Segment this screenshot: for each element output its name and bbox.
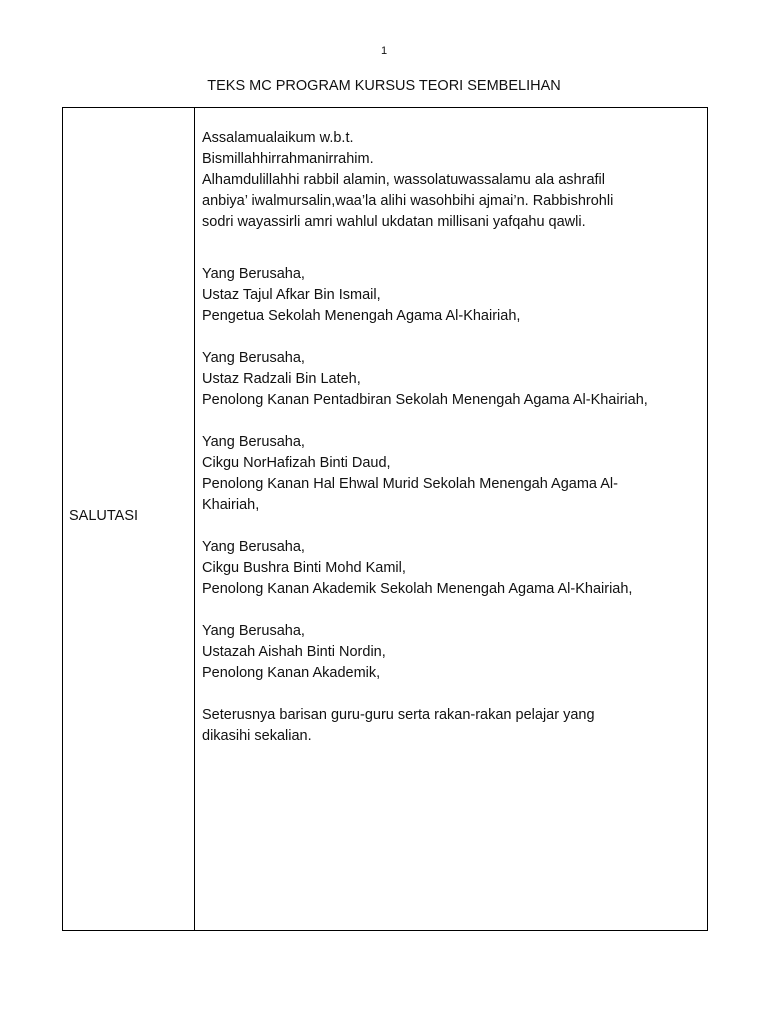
salutation-line: Yang Berusaha, xyxy=(202,266,305,282)
salutation-line: Penolong Kanan Akademik, xyxy=(202,665,381,681)
salutation-block xyxy=(202,348,701,411)
opening-line: Assalamualaikum w.b.t. xyxy=(202,130,354,146)
salutation-line: Ustaz Tajul Afkar Bin Ismail, xyxy=(202,287,381,303)
section-label: SALUTASI xyxy=(69,507,139,524)
salutation-block xyxy=(202,537,701,600)
salutation-line: Pengetua Sekolah Menengah Agama Al-Khairiah, xyxy=(202,308,521,324)
section-label-cell xyxy=(63,108,195,930)
mc-script-table xyxy=(62,107,708,931)
salutation-line: Yang Berusaha, xyxy=(202,434,305,450)
page-number: 1 xyxy=(380,45,388,57)
salutation-line: Khairiah, xyxy=(202,497,260,513)
closing-paragraph xyxy=(202,705,701,747)
closing-line: Seterusnya barisan guru-guru serta rakan-rakan pelajar yang xyxy=(202,707,595,723)
salutation-line: Yang Berusaha, xyxy=(202,539,305,555)
salutation-line: Yang Berusaha, xyxy=(202,350,305,366)
section-content-cell xyxy=(195,108,707,930)
salutation-line: Penolong Kanan Akademik Sekolah Menengah Agama Al-Khairiah, xyxy=(202,581,633,597)
salutation-line: Penolong Kanan Pentadbiran Sekolah Menengah Agama Al-Khairiah, xyxy=(202,392,648,408)
salutation-block xyxy=(202,264,701,327)
salutation-line: Ustaz Radzali Bin Lateh, xyxy=(202,371,361,387)
opening-paragraph xyxy=(202,128,701,233)
opening-line: sodri wayassirli amri wahlul ukdatan millisani yafqahu qawli. xyxy=(202,214,586,230)
salutation-line: Penolong Kanan Hal Ehwal Murid Sekolah Menengah Agama Al- xyxy=(202,476,618,492)
opening-line: Bismillahhirrahmanirrahim. xyxy=(202,151,374,167)
closing-line: dikasihi sekalian. xyxy=(202,728,312,744)
opening-line: Alhamdulillahhi rabbil alamin, wassolatuwassalamu ala ashrafil xyxy=(202,172,605,188)
salutation-line: Ustazah Aishah Binti Nordin, xyxy=(202,644,386,660)
salutation-block xyxy=(202,432,701,516)
salutation-line: Cikgu NorHafizah Binti Daud, xyxy=(202,455,391,471)
salutation-line: Yang Berusaha, xyxy=(202,623,305,639)
salutation-block xyxy=(202,621,701,684)
opening-line: anbiya’ iwalmursalin,waa’la alihi wasohbihi ajmai’n. Rabbishrohli xyxy=(202,193,614,209)
document-title: TEKS MC PROGRAM KURSUS TEORI SEMBELIHAN xyxy=(207,78,561,94)
salutation-line: Cikgu Bushra Binti Mohd Kamil, xyxy=(202,560,406,576)
